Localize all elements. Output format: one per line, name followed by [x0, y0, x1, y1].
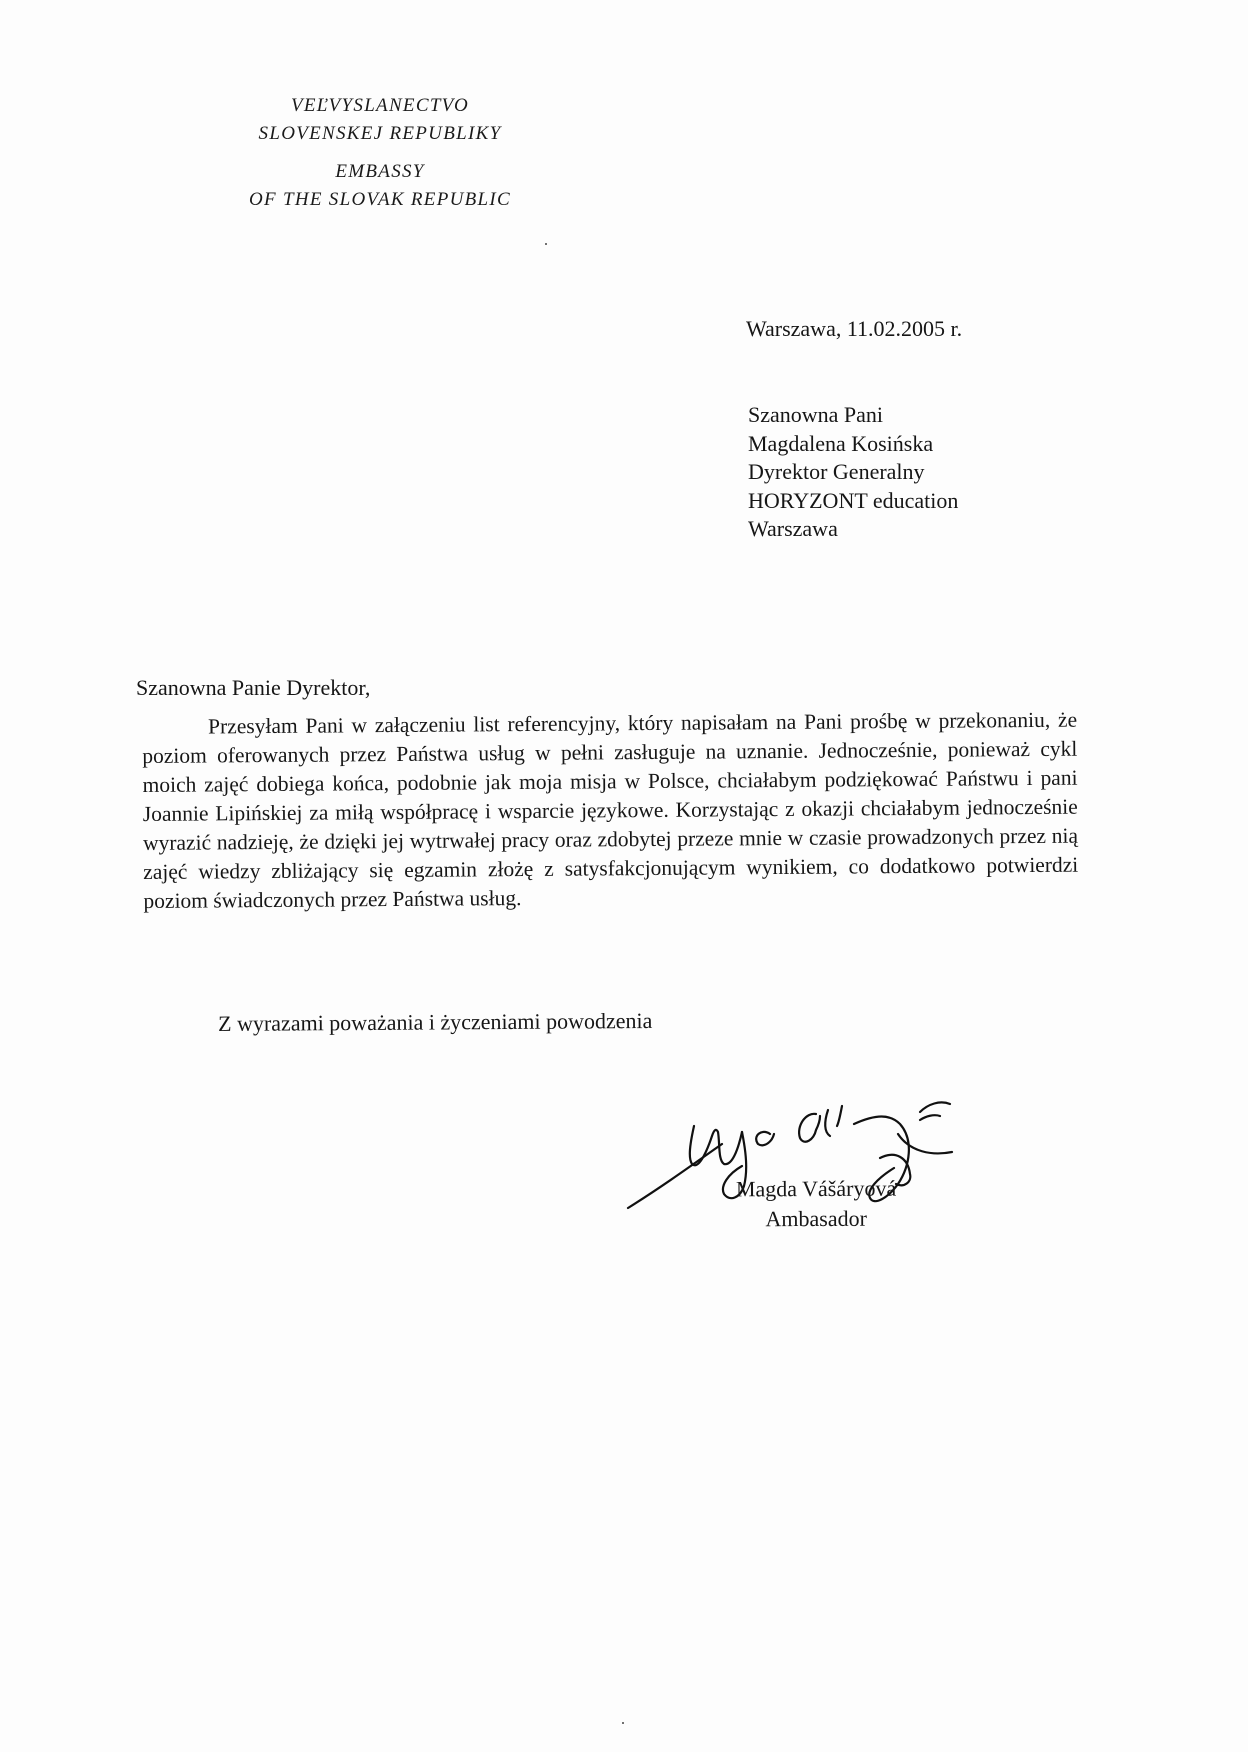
recipient-line-3: Dyrektor Generalny [748, 459, 925, 484]
closing-line: Z wyrazami poważania i życzeniami powodzenia [218, 1007, 653, 1036]
letterhead-line-2: SLOVENSKEJ REPUBLIKY [258, 123, 502, 144]
letterhead-line-4: OF THE SLOVAK REPUBLIC [248, 189, 512, 210]
letterhead-english [190, 158, 570, 214]
letterhead-line-3: EMBASSY [335, 161, 425, 182]
signer-name: Magda Vášáryová [735, 1175, 897, 1202]
embassy-letterhead [190, 92, 570, 214]
scan-speck [545, 243, 547, 245]
letter-date: Warszawa, 11.02.2005 r. [746, 316, 963, 341]
body-paragraph: Przesyłam Pani w załączeniu list referencyjny, który napisałam na Pani prośbę w przekonaniu, że poziom oferowanych przez Państwa usług w pełni zasługuje na uznanie. Jednocześnie, ponieważ cykl moich zajęć dobiega końca, podobnie jak moja misja w Polsce, chciałabym podziękować Państwu i pani Joannie Lipińskiej za miłą współpracę i wsparcie językowe. Korzystając z okazji chciałabym jednocześnie wyrazić nadzieję, że dzięki jej wytrwałej pracy oraz zdobytej przeze mnie w czasie prowadzonych przez nią zajęć wiedzy zbliżający się egzamin złożę z satysfakcjonującym wynikiem, co dodatkowo potwierdzi poziom świadczonych przez Państwa usług. [142, 707, 1079, 913]
letter-body [142, 706, 1079, 916]
scan-speck [622, 1722, 624, 1724]
recipient-line-2: Magdalena Kosińska [748, 430, 934, 456]
letterhead-slovak [190, 92, 570, 148]
signer-block [736, 1174, 897, 1235]
recipient-line-1: Szanowna Pani [748, 402, 884, 427]
salutation: Szanowna Panie Dyrektor, [136, 675, 371, 700]
recipient-line-5: Warszawa [748, 516, 838, 541]
recipient-line-4: HORYZONT education [748, 487, 959, 513]
recipient-address [748, 401, 958, 544]
signer-title: Ambasador [765, 1205, 867, 1232]
letterhead-line-1: VEĽVYSLANECTVO [290, 95, 470, 116]
